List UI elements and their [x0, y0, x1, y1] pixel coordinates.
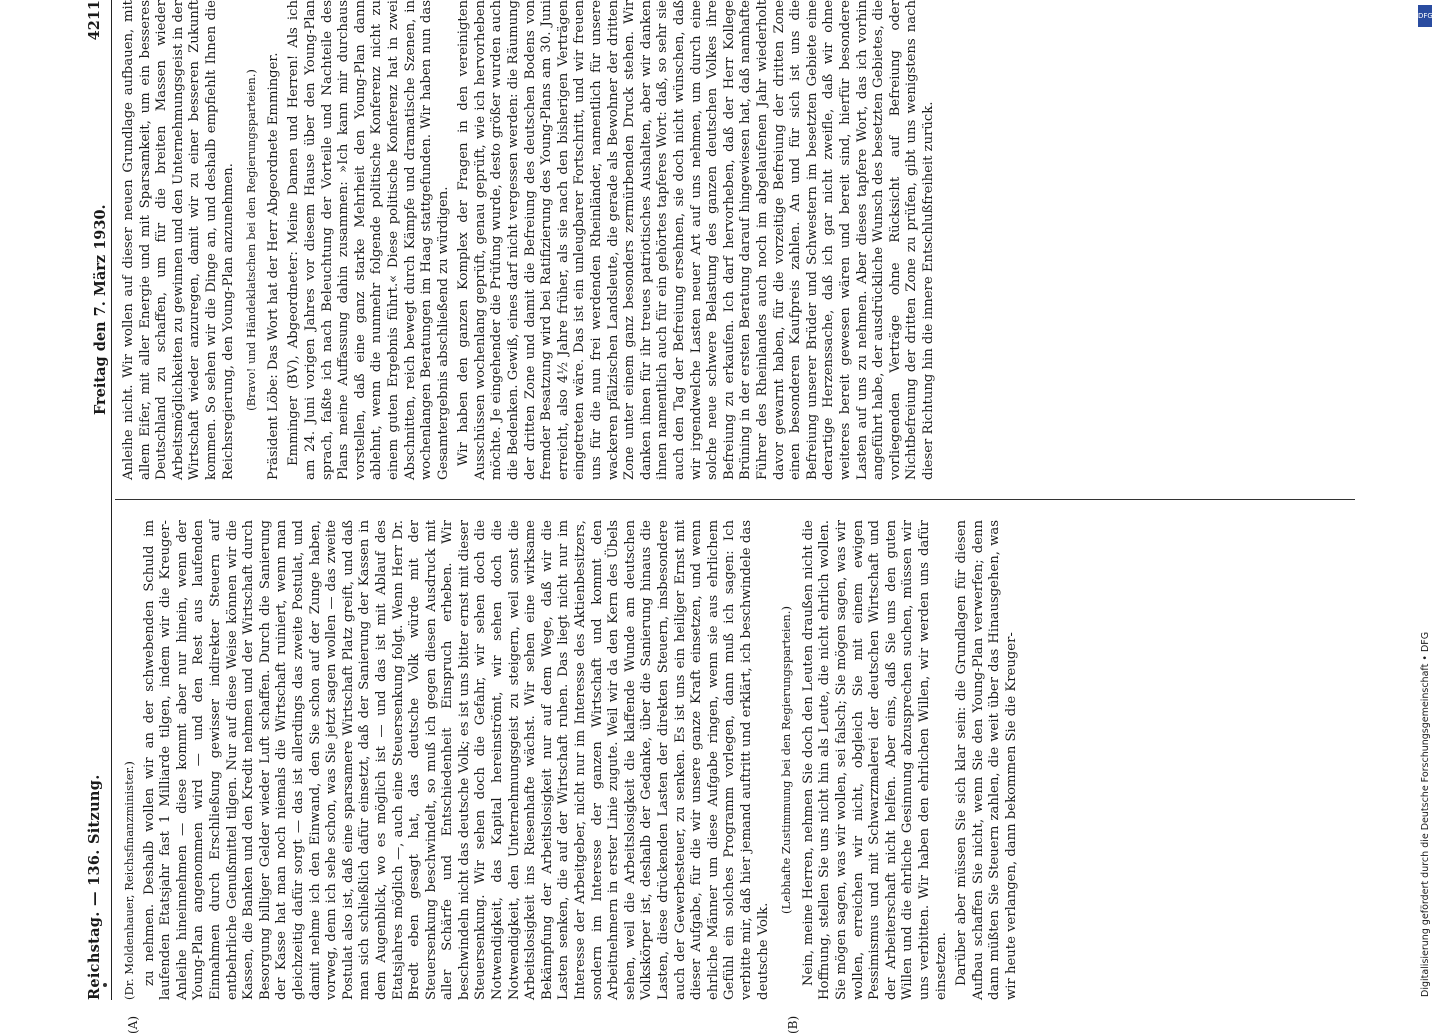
page-number: 4211: [86, 0, 103, 41]
right-column: [121, 0, 942, 480]
margin-marker-b: (B): [786, 1015, 800, 1034]
paragraph: zu nehmen. Deshalb wollen wir an der schwebenden Schuld im laufenden Etatsjahr fast 1 Milliarde tilgen, indem wir die Kreuger-Anleihe hineinnehmen — diese kommt aber nur hinein, wenn der Young-Plan angenommen wird — und den Rest aus laufenden Einnahmen durch Erschließung gewisser indirekter Steuern auf entbehrliche Genußmittel tilgen. Nur auf diese Weise können wir die Kassen, die Banken und den Kredit nehmen und der Wirtschaft durch Besorgung billiger Gelder wieder Luft schaffen. Durch die Sanierung der Kasse hat man noch niemals die Wirtschaft ruiniert, wenn man gleichzeitig dafür sorgt — das ist allerdings das zweite Postulat, und damit nehme ich den Einwand, den Sie schon auf der Zunge haben, vorweg, denn ich sehe schon, was Sie jetzt sagen wollen — das zweite Postulat also ist, daß eine sparsamere Wirtschaft Platz greift, und daß man sich schließlich dafür einsetzt, daß der Sanierung der Kassen in dem Augenblick, wo es möglich ist — und das ist mit Ablauf des Etatsjahres möglich —, auch eine Steuersenkung folgt. Wenn Herr Dr. Bredt eben gesagt hat, das deutsche Volk würde mit der Steuersenkung beschwindelt, so muß ich gegen diesen Ausdruck mit aller Schärfe und Entschiedenheit Einspruch erheben. Wir beschwindeln nicht das deutsche Volk; es ist uns bitter ernst mit dieser Steuersenkung. Wir sehen doch die Gefahr, wir sehen doch die Notwendigkeit, das Kapital hereinströmt, wir sehen doch die Notwendigkeit, den Unternehmungsgeist zu steigern, weil sonst die Arbeitslosigkeit ins Riesenhafte wächst. Wir sehen eine wirksame Bekämpfung der Arbeitslosigkeit nur auf dem Wege, daß wir die Lasten senken, die auf der Wirtschaft ruhen. Das liegt nicht nur im Interesse der Arbeitgeber, nicht nur im Interesse des Aktienbesitzers, sondern im Interesse der ganzen Wirtschaft und kommt den Arbeitnehmern in erster Linie zugute. Weil wir da den Kern des Übels sehen, weil die Arbeitslosigkeit die klaffende Wunde am deutschen Volkskörper ist, deshalb der Gedanke, über die Sanierung hinaus die Lasten, diese drückenden Lasten der direkten Steuern, insbesondere auch der Gewerbesteuer, zu senken. Es ist uns ein heiliger Ernst mit dieser Aufgabe, für die wir unsere ganze Kraft einsetzen, und wenn ehrliche Männer um diese Aufgabe ringen, wenn sie aus ehrlichem Gefühl ein solches Programm vorlegen, dann muß ich sagen: Ich verbitte mir, daß hier jemand auftritt und erklärt, ich beschwindele das deutsche Volk.: [141, 520, 771, 1000]
dfg-credit: Digitalisierung gefördert durch die Deutsche Forschungsgemeinschaft • DFG: [1420, 631, 1431, 997]
document-page: [85, 0, 1385, 1034]
president-line: Präsident Löbe: Das Wort hat der Herr Abgeordnete Emminger.: [265, 52, 281, 480]
paragraph: Nein, meine Herren, nehmen Sie doch den Leuten draußen nicht die Hoffnung, stellen Sie uns nicht hin als Leute, die nicht ehrlich wollen. Sie mögen sagen, was wir wollen, sei falsch; Sie mögen sagen, was wir wollen, erreichen wir nicht, obgleich Sie mit einem ewigen Pessimismus und mit Schwarzmalerei der deutschen Wirtschaft und der Arbeiterschaft nicht helfen. Aber eins, daß Sie uns den guten Willen und die ehrliche Gesinnung abzusprechen suchen, müssen wir uns verbitten. Wir haben den ehrlichen Willen, wir werden uns dafür einsetzen.: [800, 520, 949, 1000]
dfg-logo-icon: DFG: [1418, 5, 1432, 27]
applause-note: (Bravo! und Händeklatschen bei den Regierungsparteien.): [244, 69, 259, 411]
header-left: Reichstag. — 136. Sitzung.: [86, 774, 103, 1000]
paragraph: Anleihe nicht. Wir wollen auf dieser neuen Grundlage aufbauen, mit allem Eifer, mit aller Energie und mit Sparsamkeit, um ein besseres Deutschland zu schaffen, um für die breiten Massen wieder Arbeitsmöglichkeiten zu gewinnen und den Unternehmungsgeist in der Wirtschaft wieder anzuregen, damit wir zu einer besseren Zukunft kommen. So sehen wir die Dinge an, und deshalb empfiehlt Ihnen die Reichsregierung, den Young-Plan anzunehmen.: [121, 0, 236, 480]
bullet-mark: [103, 983, 107, 987]
paragraph: Emminger (BV), Abgeordneter: Meine Damen und Herren! Als ich am 24. Juni vorigen Jahres vor diesem Hause über den Young-Plan sprach, faßte ich nach Beleuchtung der Vorteile und Nachteile des Plans meine Auffassung dahin zusammen: »Ich kann mir durchaus vorstellen, daß eine ganz starke Mehrheit den Young-Plan dann ablehnt, wenn die nunmehr folgende politische Konferenz nicht zu einem guten Ergebnis führt.« Diese politische Konferenz hat in zwei Abschnitten, reich bewegt durch Kämpfe und dramatische Szenen, in wochenlangen Beratungen im Haag stattgefunden. Wir haben nun das Gesamtergebnis abschließend zu würdigen.: [286, 0, 451, 480]
speaker-line: (Dr. Moldenhauer, Reichsfinanzminister.): [122, 761, 136, 1000]
header-date: Freitag den 7. März 1930.: [92, 204, 109, 415]
page-header: [85, 0, 112, 1000]
dfg-sidebar: [1418, 3, 1432, 997]
column-divider: [115, 499, 1355, 500]
margin-marker-a: (A): [126, 1015, 140, 1034]
paragraph: Wir haben den ganzen Komplex der Fragen in den vereinigten Ausschüssen wochenlang geprüft, genau geprüft, wie ich hervorheben möchte. Je eingehender die Prüfung wurde, desto größer wurden auch die Bedenken. Gewiß, eines darf nicht vergessen werden: die Räumung der dritten Zone und damit die Befreiung des deutschen Bodens von fremder Besatzung wird bei Ratifizierung des Young-Plans am 30. Juni erreicht, also 4½ Jahre früher, als sie nach den bisherigen Verträgen eingetreten wäre. Das ist ein unleugbarer Fortschritt, und wir freuen uns für die nun frei werdenden Rheinländer, namentlich für unsere wackeren pfälzischen Landsleute, die gerade als Bewohner der dritten Zone unter einem ganz besonders zermürbenden Druck stehen. Wir danken ihnen für ihr treues patriotisches Aushalten, aber wir danken ihnen namentlich auch für ein gehörtes tapferes Wort: daß, so sehr sie auch den Tag der Befreiung ersehnen, sie doch nicht wünschen, daß wir irgendwelche Lasten neuer Art auf uns nehmen, um durch eine solche neue schwere Belastung des ganzen deutschen Volkes ihre Befreiung zu erkaufen. Ich darf hervorheben, daß der Herr Kollege Brüning in der ersten Beratung darauf hingewiesen hat, daß namhafte Führer des Rheinlandes auch noch im abgelaufenen Jahr wiederholt davor gewarnt haben, für die vorzeitige Befreiung der dritten Zone einen besonderen Kaufpreis zahlen. An und für sich ist uns die Befreiung unserer Brüder und Schwestern im besetzten Gebiete eine derartige Herzenssache, daß ich gar nicht zweifle, daß wir ohne weiteres bereit gewesen wären und bereit sind, hierfür besondere Lasten auf uns zu nehmen. Aber dieses tapfere Wort, das ich vorhin angeführt habe, der ausdrückliche Wunsch des besetzten Gebietes, die vorliegenden Verträge ohne Rücksicht auf Befreiung oder Nichtbefreiung der dritten Zone zu prüfen, gibt uns wenigstens nach dieser Richtung hin die innere Entschlußfreiheit zurück.: [456, 0, 936, 480]
left-column: [121, 520, 1024, 1000]
paragraph: Darüber aber müssen Sie sich klar sein: die Grundlagen für diesen Aufbau schaffen Sie nicht, wenn Sie den Young-Plan verwerfen; denn dann müßten Sie Steuern zahlen, die weit über das Hinausgehen, was wir heute verlangen, dann bekommen Sie die Kreuger-: [954, 520, 1019, 1000]
applause-note: (Lebhafte Zustimmung bei den Regierungsparteien.): [779, 606, 794, 914]
